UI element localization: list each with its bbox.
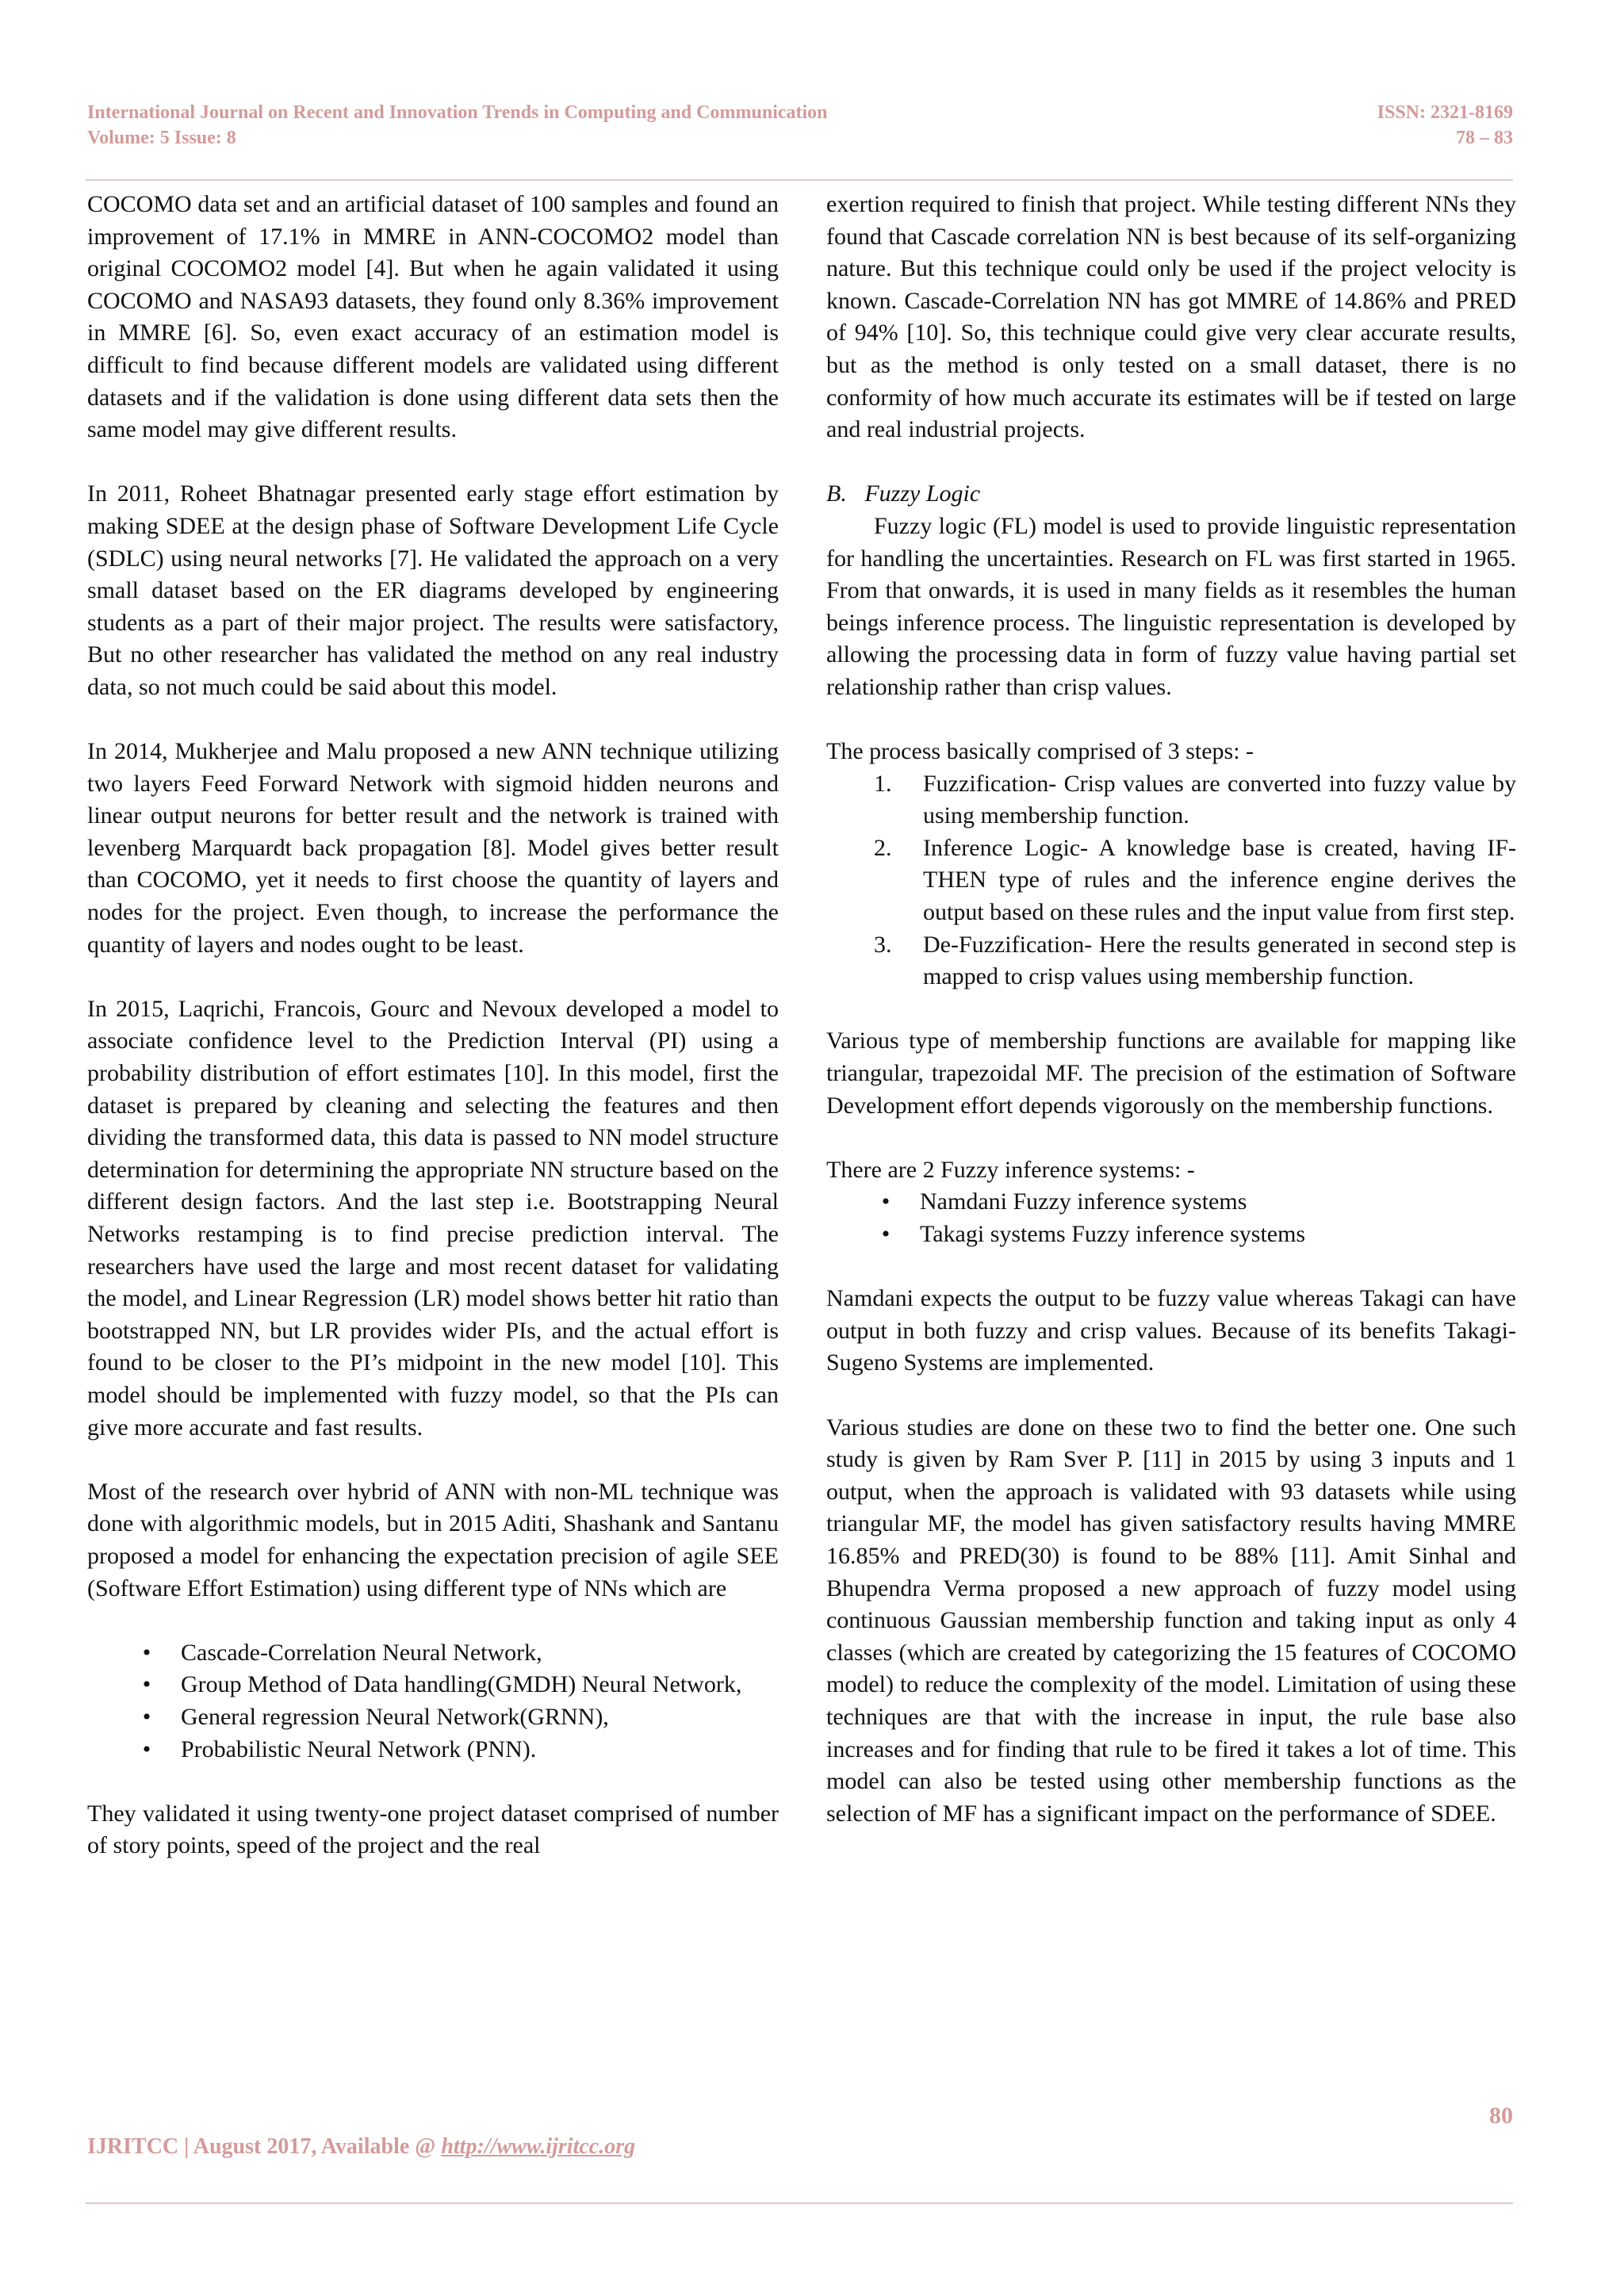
paragraph: There are 2 Fuzzy inference systems: - [826, 1156, 1195, 1183]
list-item: 3. De-Fuzzification- Here the results generated in second step is mapped to crisp values using membership function. [826, 929, 1516, 993]
bullet-icon: • [142, 1639, 151, 1666]
list-item: • Group Method of Data handling(GMDH) Neural Network, [87, 1669, 779, 1701]
list-item: • Probabilistic Neural Network (PNN). [87, 1734, 779, 1766]
right-column [826, 189, 1516, 1830]
paragraph: Various type of membership functions are available for mapping like triangular, trapezoidal MF. The precision of the estimation of Software Development effort depends vigorously on the membership functions. [826, 1027, 1516, 1119]
journal-issn: ISSN: 2321-8169 [1377, 102, 1513, 123]
paragraph: exertion required to finish that project. While testing different NNs they found that Cascade correlation NN is best because of its self-organizing nature. But this technique could only be used if the project velocity is known. Cascade-Correlation NN has got MMRE of 14.86% and PRED of 94% [10]. So, this technique could give very clear accurate results, but as the method is only tested on a small dataset, there is no conformity of how much accurate its estimates will be if tested on large and real industrial projects. [826, 191, 1516, 443]
paragraph: Various studies are done on these two to find the better one. One such study is given by Ram Sver P. [11] in 2015 by using 3 inputs and 1 output, when the approach is validated with 93 datasets while using triangular MF, the model has given satisfactory results having MMRE 16.85% and PRED(30) is found to be 88% [11]. Amit Sinhal and Bhupendra Verma proposed a new approach of fuzzy model using continuous Gaussian membership function and taking input as only 4 classes (which are created by categorizing the 15 features of COCOMO model) to reduce the complexity of the model. Limitation of using these techniques are that with the increase in input, the rule base also increases and for finding that rule to be fired it takes a lot of time. This model can also be tested using other membership functions as the selection of MF has a significant impact on the performance of SDEE. [826, 1414, 1516, 1827]
step-number: 2. [874, 834, 892, 861]
journal-link[interactable]: http://www.ijritcc.org [441, 2134, 636, 2159]
bullet-icon: • [142, 1703, 151, 1730]
list-item: • Takagi systems Fuzzy inference systems [826, 1219, 1516, 1251]
paragraph: In 2014, Mukherjee and Malu proposed a new ANN technique utilizing two layers Feed Forward Network with sigmoid hidden neurons and linear output neurons for better result and the network is trained with levenberg Marquardt back propagation [8]. Model gives better result than COCOMO, yet it needs to first choose the quantity of layers and nodes for the project. Even though, to increase the performance the quantity of layers and nodes ought to be least. [87, 738, 779, 958]
paragraph: The process basically comprised of 3 steps: - [826, 738, 1254, 765]
list-item: • General regression Neural Network(GRNN), [87, 1701, 779, 1734]
page-range: 78 – 83 [1456, 128, 1513, 148]
page-number: 80 [1489, 2103, 1513, 2129]
list-item: • Cascade-Correlation Neural Network, [87, 1637, 779, 1670]
journal-title: International Journal on Recent and Innovation Trends in Computing and Communication [87, 102, 828, 123]
paragraph: In 2011, Roheet Bhatnagar presented early stage effort estimation by making SDEE at the design phase of Software Development Life Cycle (SDLC) using neural networks [7]. He validated the approach on a very small dataset based on the ER diagrams developed by engineering students as a part of their major project. The results were satisfactory, But no other researcher has validated the method on any real industry data, so not much could be said about this model. [87, 480, 779, 700]
left-column [87, 189, 779, 1862]
bullet-icon: • [142, 1671, 151, 1698]
journal-volume: Volume: 5 Issue: 8 [87, 128, 236, 148]
list-item: 2. Inference Logic- A knowledge base is created, having IF-THEN type of rules and the inference engine derives the output based on these rules and the input value from first step. [826, 832, 1516, 929]
neural-network-list [87, 1637, 779, 1766]
bullet-icon: • [142, 1735, 151, 1762]
header-divider [86, 179, 1513, 181]
footer-text: IJRITCC | August 2017, Available @ [87, 2134, 442, 2159]
paragraph: Namdani expects the output to be fuzzy value whereas Takagi can have output in both fuzzy and crisp values. Because of its benefits Takagi-Sugeno Systems are implemented. [826, 1285, 1516, 1376]
journal-header [87, 100, 1118, 151]
footer [87, 2134, 635, 2160]
paragraph: Most of the research over hybrid of ANN with non-ML technique was done with algorithmic models, but in 2015 Aditi, Shashank and Santanu proposed a model for enhancing the expectation precision of agile SEE (Software Effort Estimation) using different type of NNs which are [87, 1478, 779, 1601]
paragraph: They validated it using twenty-one project dataset comprised of number of story points, speed of the project and the real [87, 1800, 779, 1859]
list-item: 1. Fuzzification- Crisp values are converted into fuzzy value by using membership function. [826, 768, 1516, 832]
process-steps-list [826, 768, 1516, 993]
step-number: 3. [874, 931, 892, 958]
bullet-icon: • [881, 1188, 891, 1215]
fuzzy-systems-list [826, 1186, 1516, 1250]
bullet-icon: • [881, 1221, 891, 1247]
paragraph: Fuzzy logic (FL) model is used to provide linguistic representation for handling the uncertainties. Research on FL was first started in 1965. From that onwards, it is used in many fields as it resembles the human beings inference process. The linguistic representation is developed by allowing the processing data in form of fuzzy value having partial set relationship rather than crisp values. [826, 512, 1516, 700]
list-item: • Namdani Fuzzy inference systems [826, 1186, 1516, 1219]
section-heading: B. Fuzzy Logic [826, 480, 981, 507]
paragraph: COCOMO data set and an artificial dataset of 100 samples and found an improvement of 17.1% in MMRE in ANN-COCOMO2 model than original COCOMO2 model [4]. But when he again validated it using COCOMO and NASA93 datasets, they found only 8.36% improvement in MMRE [6]. So, even exact accuracy of an estimation model is difficult to find because different models are validated using different datasets and if the validation is done using different data sets then the same model may give different results. [87, 191, 779, 443]
step-number: 1. [874, 770, 892, 797]
paragraph: In 2015, Laqrichi, Francois, Gourc and Nevoux developed a model to associate confidence level to the Prediction Interval (PI) using a probability distribution of effort estimates [10]. In this model, first the dataset is prepared by cleaning and selecting the features and then dividing the transformed data, this data is passed to NN model structure determination for determining the appropriate NN structure based on the different design factors. And the last step i.e. Bootstrapping Neural Networks restamping is to find precise prediction interval. The researchers have used the large and most recent dataset for validating the model, and Linear Regression (LR) model shows better hit ratio than bootstrapped NN, but LR provides wider PIs, and the actual effort is found to be closer to the PI’s midpoint in the new model [10]. This model should be implemented with fuzzy model, so that the PIs can give more accurate and fast results. [87, 995, 779, 1441]
journal-meta [1116, 100, 1513, 151]
footer-divider [86, 2202, 1513, 2204]
